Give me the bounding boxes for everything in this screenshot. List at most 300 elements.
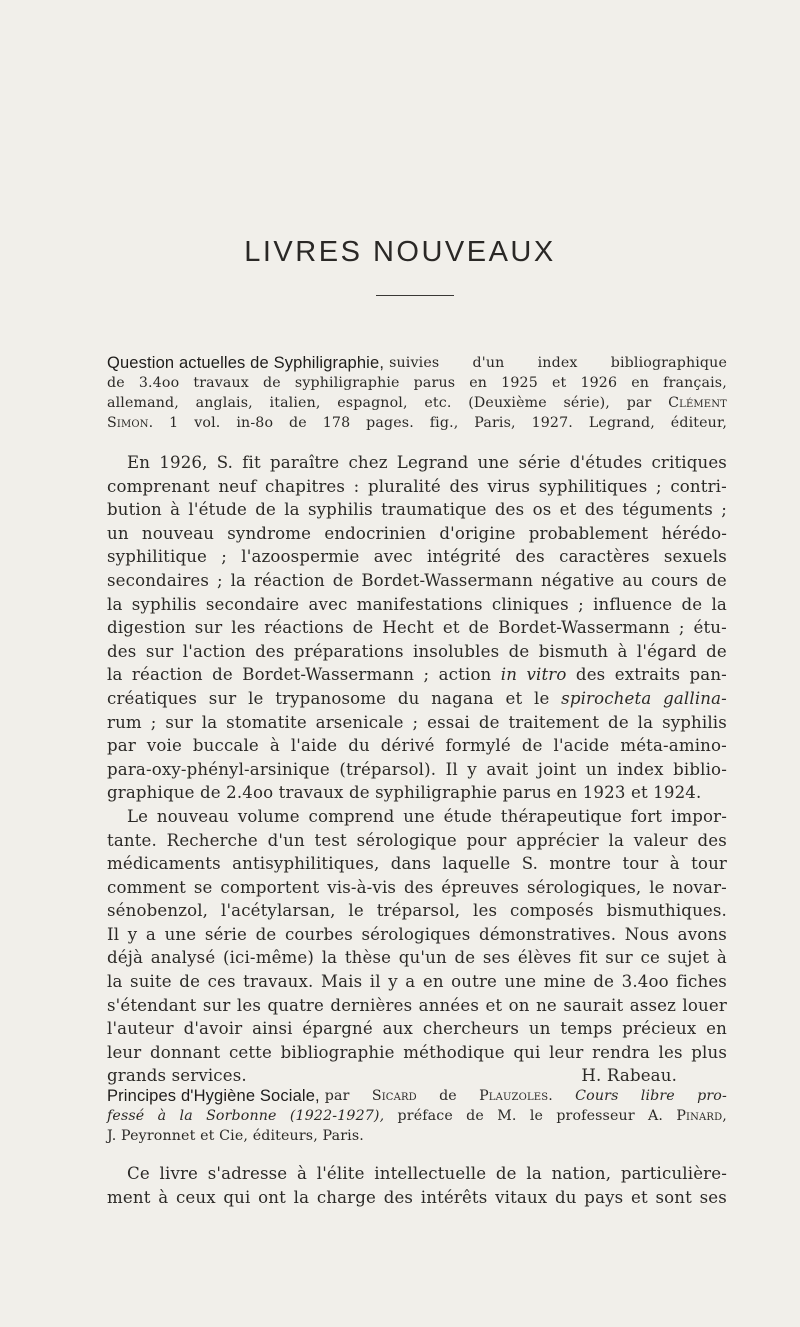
word: sur bbox=[194, 618, 223, 638]
word: comprend bbox=[308, 806, 395, 826]
word: saurait bbox=[563, 995, 624, 1015]
word: anglais, bbox=[195, 395, 253, 411]
word: des bbox=[575, 665, 606, 685]
word: probablement bbox=[528, 523, 649, 543]
word: composés bbox=[510, 901, 594, 921]
word: qui bbox=[513, 1042, 541, 1062]
body-line bbox=[107, 616, 727, 640]
word: comprenant bbox=[107, 476, 210, 496]
word: hérédo- bbox=[661, 523, 727, 543]
word: des bbox=[107, 641, 137, 661]
word: index bbox=[617, 759, 664, 779]
word: ne bbox=[536, 995, 557, 1015]
word: s'adresse bbox=[207, 1164, 288, 1183]
word: avait bbox=[486, 759, 529, 779]
word: nouveau bbox=[156, 806, 230, 826]
reference-line bbox=[107, 413, 727, 433]
word: étu- bbox=[693, 618, 727, 638]
word: démonstratives. bbox=[479, 924, 617, 944]
word: Recherche bbox=[166, 830, 258, 850]
word: s'étendant bbox=[107, 995, 197, 1015]
word: apprécier bbox=[516, 830, 599, 850]
word: analysé bbox=[150, 948, 216, 968]
word: montre bbox=[549, 854, 612, 874]
word: essai bbox=[427, 712, 470, 732]
word: d'un bbox=[267, 830, 305, 850]
word: du bbox=[555, 1187, 577, 1207]
word: syphilitiques bbox=[538, 476, 648, 496]
word: ; bbox=[221, 547, 228, 567]
word: sur bbox=[202, 995, 231, 1015]
word: ; bbox=[150, 712, 157, 732]
word: se bbox=[193, 877, 213, 897]
word: livre bbox=[159, 1164, 199, 1183]
word: la bbox=[201, 712, 218, 732]
word: syphilis bbox=[662, 712, 727, 732]
word: de bbox=[107, 375, 125, 391]
body-line bbox=[107, 640, 727, 664]
word: épargné bbox=[302, 1019, 373, 1039]
reference-line: J. Peyronnet et Cie, éditeurs, Paris. bbox=[107, 1128, 364, 1144]
word: avec bbox=[308, 594, 348, 614]
word: bibliographie bbox=[280, 1042, 395, 1062]
word: in bbox=[500, 665, 518, 685]
word: mine bbox=[543, 972, 586, 992]
word: la bbox=[321, 948, 338, 968]
word: l'auteur bbox=[107, 1019, 174, 1039]
word: contri- bbox=[670, 476, 727, 496]
word: Il bbox=[107, 924, 120, 944]
word: Legrand, bbox=[588, 415, 655, 431]
word: novar- bbox=[672, 877, 727, 897]
word: charge bbox=[316, 1187, 376, 1207]
word: dérivé bbox=[380, 736, 435, 756]
reference-line bbox=[107, 393, 727, 413]
word: la bbox=[284, 500, 300, 520]
word: au bbox=[622, 570, 644, 590]
word: bismuthiques. bbox=[606, 901, 727, 921]
word: une bbox=[504, 972, 537, 992]
word: dans bbox=[390, 854, 432, 874]
word: comportent bbox=[220, 877, 320, 897]
word: fessé bbox=[107, 1108, 145, 1124]
word: vol. bbox=[194, 415, 221, 431]
word: fig., bbox=[429, 415, 459, 431]
reference-line bbox=[107, 1106, 727, 1126]
word: téguments bbox=[622, 500, 713, 520]
word: courbes bbox=[284, 924, 353, 944]
word: suite bbox=[130, 972, 172, 992]
word: 1925 bbox=[501, 375, 538, 391]
word: la bbox=[107, 665, 123, 685]
word: de bbox=[439, 1088, 457, 1104]
word: comment bbox=[107, 877, 186, 897]
word: français, bbox=[663, 375, 727, 391]
word: et bbox=[505, 688, 523, 708]
body-line bbox=[107, 994, 727, 1018]
word: plus bbox=[691, 1042, 727, 1062]
word: l'élite bbox=[316, 1164, 365, 1183]
word: l'azoospermie bbox=[241, 547, 360, 567]
word: série bbox=[204, 924, 247, 944]
word: 3.4oo bbox=[138, 375, 180, 391]
word: insolubles bbox=[413, 641, 500, 661]
word: fort bbox=[630, 806, 663, 826]
word: voie bbox=[146, 736, 182, 756]
word: série), bbox=[563, 395, 610, 411]
word: laquelle bbox=[442, 854, 511, 874]
word: arsenicale bbox=[315, 712, 404, 732]
body-line bbox=[107, 876, 727, 900]
word: nation, bbox=[551, 1164, 612, 1183]
word: traitement bbox=[508, 712, 600, 732]
word: trypanosome bbox=[275, 688, 387, 708]
word: 178 bbox=[322, 415, 351, 431]
word: et bbox=[442, 618, 460, 638]
word: Plauzoles. bbox=[479, 1088, 553, 1104]
word: Bordet-Wassermann bbox=[498, 618, 670, 638]
word: sérologique bbox=[356, 830, 457, 850]
word: spirocheta bbox=[561, 688, 652, 708]
word: ; bbox=[412, 712, 419, 732]
word: de bbox=[508, 641, 530, 661]
word: on bbox=[508, 995, 530, 1015]
word: préparations bbox=[293, 641, 404, 661]
body-line bbox=[107, 1186, 727, 1210]
word: des bbox=[494, 500, 525, 520]
word: outre bbox=[451, 972, 498, 992]
word: Sicard bbox=[371, 1088, 417, 1104]
word: 3.4oo bbox=[621, 972, 669, 992]
word: de bbox=[255, 924, 277, 944]
word: par bbox=[107, 736, 136, 756]
word: ; bbox=[721, 500, 727, 520]
word: des bbox=[584, 500, 615, 520]
word: joint bbox=[537, 759, 577, 779]
word: méta-amino- bbox=[620, 736, 727, 756]
word: (tréparsol). bbox=[339, 759, 437, 779]
word: os bbox=[532, 500, 552, 520]
word: en bbox=[631, 375, 650, 391]
word: série bbox=[518, 453, 561, 472]
word: les bbox=[473, 901, 498, 921]
word: etc. bbox=[424, 395, 452, 411]
title-rule bbox=[376, 295, 454, 296]
word: réaction bbox=[131, 665, 203, 685]
body-line bbox=[107, 758, 727, 782]
word: pages. bbox=[366, 415, 414, 431]
word: louer bbox=[682, 995, 727, 1015]
word: réaction bbox=[254, 570, 325, 590]
word: de bbox=[521, 736, 543, 756]
word: l'acide bbox=[553, 736, 610, 756]
word: la bbox=[230, 570, 247, 590]
word: para-oxy-phényl-arsinique bbox=[107, 759, 330, 779]
word: ses bbox=[482, 948, 511, 968]
word: temps bbox=[560, 1019, 613, 1039]
word: gallina- bbox=[663, 688, 727, 708]
word: à bbox=[269, 736, 280, 756]
word: de bbox=[593, 972, 615, 992]
word: et bbox=[485, 995, 503, 1015]
word: sur bbox=[605, 948, 633, 968]
word: de bbox=[352, 618, 374, 638]
body-line bbox=[107, 734, 727, 758]
word: Simon. bbox=[107, 415, 154, 431]
word: tour bbox=[622, 854, 659, 874]
body-line bbox=[107, 522, 727, 546]
word: Legrand bbox=[396, 453, 469, 472]
word: (Deuxième bbox=[468, 395, 547, 411]
word: pour bbox=[466, 830, 507, 850]
word: du bbox=[348, 736, 370, 756]
review1-body bbox=[107, 451, 727, 1088]
body-line-text: grands services. bbox=[107, 1066, 247, 1086]
word: la bbox=[608, 830, 625, 850]
word: sénobenzol, bbox=[107, 901, 209, 921]
word: rum bbox=[107, 712, 142, 732]
word: réactions bbox=[264, 618, 344, 638]
body-line bbox=[107, 451, 727, 475]
word: de bbox=[289, 415, 307, 431]
word: de bbox=[212, 665, 233, 685]
word: la bbox=[526, 1164, 542, 1183]
word: Clément bbox=[668, 395, 727, 411]
word: épreuves bbox=[441, 877, 520, 897]
word: sont bbox=[655, 1187, 692, 1207]
word: Il bbox=[445, 759, 458, 779]
word: antisyphilitiques, bbox=[232, 854, 380, 874]
word: tante. bbox=[107, 830, 157, 850]
word: sur bbox=[145, 641, 174, 661]
word: qu'un bbox=[398, 948, 447, 968]
word: travaux bbox=[193, 375, 249, 391]
word: et bbox=[559, 500, 577, 520]
word: cliniques bbox=[491, 594, 569, 614]
body-line bbox=[107, 1017, 727, 1041]
word: et bbox=[551, 375, 567, 391]
word: à bbox=[716, 948, 727, 968]
word: valeur bbox=[633, 830, 688, 850]
word: d'origine bbox=[439, 523, 516, 543]
word: de bbox=[454, 948, 476, 968]
word: syphilis bbox=[131, 594, 197, 614]
word: secondaire bbox=[205, 594, 300, 614]
word: un bbox=[528, 1019, 551, 1039]
word: syphiligraphie bbox=[294, 375, 400, 391]
word: professeur bbox=[556, 1108, 635, 1124]
word: ment bbox=[107, 1187, 151, 1207]
word: biblio- bbox=[673, 759, 727, 779]
body-line bbox=[107, 1064, 727, 1088]
word: ; bbox=[678, 618, 685, 638]
word: en bbox=[706, 1019, 727, 1039]
word: de bbox=[255, 500, 276, 520]
word: fit bbox=[242, 453, 261, 472]
word: une bbox=[477, 453, 510, 472]
review-heading: Principes d'Hygiène Sociale, bbox=[107, 1087, 320, 1105]
word: la bbox=[293, 1187, 310, 1207]
word: Mais bbox=[320, 972, 363, 992]
word: élèves bbox=[517, 948, 572, 968]
word: le bbox=[348, 901, 364, 921]
word: en bbox=[469, 375, 488, 391]
word: sur bbox=[208, 688, 237, 708]
word: de bbox=[468, 618, 490, 638]
word: les bbox=[236, 995, 262, 1015]
word: chercheurs bbox=[422, 1019, 520, 1039]
word: quatre bbox=[267, 995, 324, 1015]
word: Ce bbox=[127, 1164, 150, 1183]
review1-reference bbox=[107, 353, 727, 433]
word: paraître bbox=[270, 453, 340, 472]
reference-line bbox=[107, 353, 727, 373]
word: à bbox=[158, 1187, 169, 1207]
word: nouveau bbox=[141, 523, 215, 543]
word: syphilitique bbox=[107, 547, 208, 567]
word: y bbox=[127, 924, 138, 944]
word: leur bbox=[107, 1042, 142, 1062]
word: la bbox=[711, 594, 727, 614]
word: nagana bbox=[431, 688, 494, 708]
word: de bbox=[706, 570, 727, 590]
word: des bbox=[449, 476, 479, 496]
word: influence bbox=[593, 594, 673, 614]
word: d'avoir bbox=[183, 1019, 243, 1039]
word: dernières bbox=[330, 995, 413, 1015]
word: sujet bbox=[667, 948, 710, 968]
word: pan- bbox=[689, 665, 727, 685]
signature: H. Rabeau. bbox=[581, 1066, 677, 1086]
word: les bbox=[231, 618, 256, 638]
word: M. bbox=[497, 1108, 517, 1124]
word: volume bbox=[237, 806, 300, 826]
word: donnant bbox=[150, 1042, 221, 1062]
word: des bbox=[515, 547, 545, 567]
word: l'égard bbox=[636, 641, 697, 661]
word: ce bbox=[640, 948, 660, 968]
body-line bbox=[107, 663, 727, 687]
word: intellectuelle bbox=[374, 1164, 487, 1183]
body-line bbox=[107, 569, 727, 593]
body-line bbox=[107, 593, 727, 617]
word: l'étude bbox=[188, 500, 247, 520]
word: pluralité bbox=[368, 476, 441, 496]
word: la bbox=[637, 712, 654, 732]
word: extraits bbox=[614, 665, 681, 685]
word: bution bbox=[107, 500, 162, 520]
word: l'acétylarsan, bbox=[220, 901, 336, 921]
word: leur bbox=[549, 1042, 584, 1062]
word: S. bbox=[216, 453, 234, 472]
section-title: LIVRES NOUVEAUX bbox=[244, 236, 556, 268]
word: a bbox=[145, 924, 156, 944]
word: d'un bbox=[472, 355, 505, 371]
body-line bbox=[107, 475, 727, 499]
word: aux bbox=[382, 1019, 414, 1039]
body-line bbox=[107, 970, 727, 994]
word: de bbox=[263, 375, 281, 391]
review2-reference bbox=[107, 1086, 727, 1146]
body-line bbox=[107, 899, 727, 923]
word: des bbox=[403, 877, 434, 897]
word: sexuels bbox=[663, 547, 727, 567]
word: la bbox=[107, 594, 123, 614]
word: de bbox=[608, 712, 629, 732]
body-line bbox=[107, 852, 727, 876]
review2-body bbox=[107, 1162, 727, 1209]
word: la bbox=[179, 1108, 193, 1124]
word: thèse bbox=[344, 948, 392, 968]
word: et bbox=[631, 1187, 648, 1207]
word: ainsi bbox=[252, 1019, 293, 1039]
word: sérologiques, bbox=[526, 877, 642, 897]
word: cours bbox=[651, 570, 699, 590]
word: médicaments bbox=[107, 854, 221, 874]
word: vitaux bbox=[495, 1187, 548, 1207]
word: syphilis bbox=[307, 500, 373, 520]
word: 1 bbox=[169, 415, 179, 431]
word: thérapeutique bbox=[500, 806, 622, 826]
body-line bbox=[107, 1041, 727, 1065]
word: négative bbox=[541, 570, 615, 590]
word: bismuth bbox=[538, 641, 609, 661]
word: (ici-même) bbox=[222, 948, 315, 968]
word: des bbox=[697, 830, 727, 850]
word: de bbox=[332, 570, 354, 590]
word: Bordet-Wassermann bbox=[361, 570, 534, 590]
body-line bbox=[107, 687, 727, 711]
word: index bbox=[537, 355, 578, 371]
word: par bbox=[626, 395, 652, 411]
word: de bbox=[179, 972, 201, 992]
word: Nous bbox=[624, 924, 670, 944]
word: traumatique bbox=[381, 500, 487, 520]
word: les bbox=[658, 1042, 683, 1062]
word: pro- bbox=[697, 1088, 727, 1104]
word: secondaires bbox=[107, 570, 210, 590]
word: virus bbox=[487, 476, 531, 496]
word: qui bbox=[223, 1187, 251, 1207]
word: digestion bbox=[107, 618, 186, 638]
word: d'études bbox=[569, 453, 643, 472]
word: de bbox=[681, 594, 703, 614]
word: le bbox=[529, 1108, 544, 1124]
word: une bbox=[164, 924, 197, 944]
word: chapitres bbox=[264, 476, 346, 496]
body-line bbox=[107, 711, 727, 735]
word: avec bbox=[373, 547, 413, 567]
word: ceux bbox=[175, 1187, 216, 1207]
word: le bbox=[649, 877, 665, 897]
word: test bbox=[314, 830, 347, 850]
word: italien, bbox=[269, 395, 321, 411]
reference-text bbox=[320, 1086, 727, 1106]
body-line bbox=[107, 829, 727, 853]
word: précieux bbox=[622, 1019, 697, 1039]
word: chez bbox=[348, 453, 388, 472]
body-line bbox=[107, 805, 727, 829]
word: des bbox=[255, 641, 285, 661]
word: fit bbox=[579, 948, 598, 968]
word: du bbox=[397, 688, 420, 708]
word: : bbox=[353, 476, 360, 496]
word: suivies bbox=[389, 355, 440, 371]
body-line bbox=[107, 498, 727, 522]
word: éditeur, bbox=[670, 415, 727, 431]
word: Sorbonne bbox=[206, 1108, 277, 1124]
word: assez bbox=[629, 995, 676, 1015]
